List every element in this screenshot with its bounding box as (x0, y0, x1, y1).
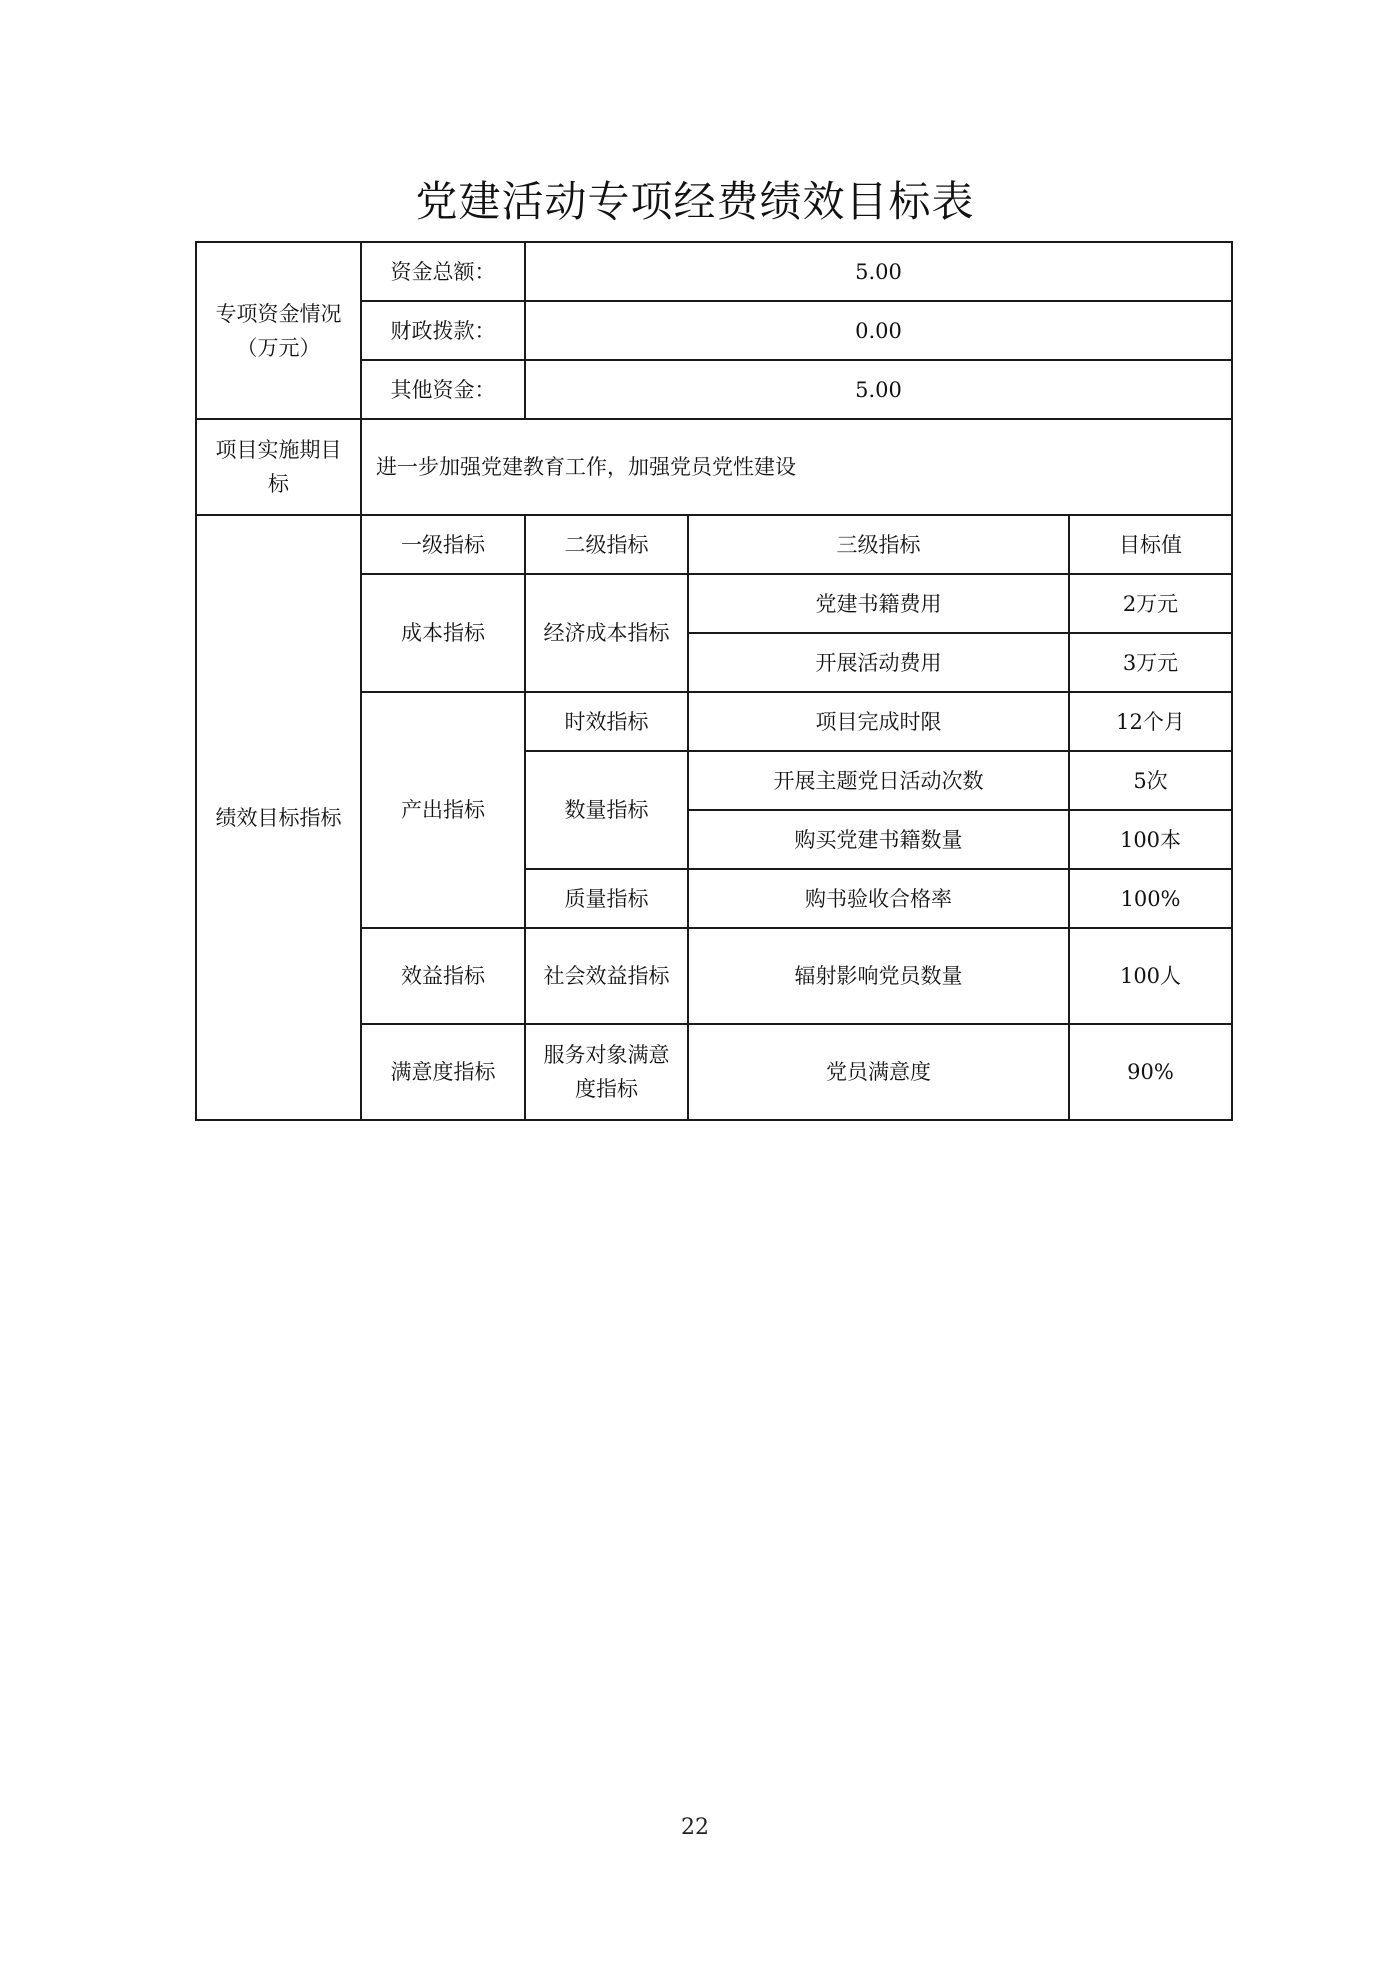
quantity-item-name: 开展主题党日活动次数 (688, 751, 1069, 810)
other-funds-label: 其他资金： (361, 360, 525, 419)
total-funds-label: 资金总额： (361, 242, 525, 301)
satisfaction-level2: 服务对象满意度指标 (525, 1024, 688, 1120)
quality-value: 100% (1069, 869, 1232, 928)
cost-level2: 经济成本指标 (525, 574, 688, 692)
funds-section-label: 专项资金情况（万元） (196, 242, 361, 419)
table-row (196, 419, 1232, 515)
quantity-level2: 数量指标 (525, 751, 688, 869)
cost-level1: 成本指标 (361, 574, 525, 692)
timeliness-name: 项目完成时限 (688, 692, 1069, 751)
fiscal-funds-label: 财政拨款： (361, 301, 525, 360)
other-funds-value: 5.00 (525, 360, 1232, 419)
benefit-name: 辐射影响党员数量 (688, 928, 1069, 1024)
goal-label: 项目实施期目标 (196, 419, 361, 515)
cost-item-value: 2万元 (1069, 574, 1232, 633)
quantity-item-value: 100本 (1069, 810, 1232, 869)
table-row (196, 242, 1232, 301)
total-funds-value: 5.00 (525, 242, 1232, 301)
timeliness-value: 12个月 (1069, 692, 1232, 751)
header-level2: 二级指标 (525, 515, 688, 574)
benefit-level2: 社会效益指标 (525, 928, 688, 1024)
quantity-item-value: 5次 (1069, 751, 1232, 810)
goal-value: 进一步加强党建教育工作，加强党员党性建设 (361, 419, 1232, 515)
page-title: 党建活动专项经费绩效目标表 (415, 177, 975, 226)
cost-item-value: 3万元 (1069, 633, 1232, 692)
timeliness-level2: 时效指标 (525, 692, 688, 751)
header-level3: 三级指标 (688, 515, 1069, 574)
cost-item-name: 党建书籍费用 (688, 574, 1069, 633)
quality-name: 购书验收合格率 (688, 869, 1069, 928)
satisfaction-level1: 满意度指标 (361, 1024, 525, 1120)
performance-target-table (195, 241, 1233, 1121)
cost-item-name: 开展活动费用 (688, 633, 1069, 692)
header-target: 目标值 (1069, 515, 1232, 574)
performance-section-label: 绩效目标指标 (196, 515, 361, 1120)
benefit-value: 100人 (1069, 928, 1232, 1024)
output-level1: 产出指标 (361, 692, 525, 928)
table-row (196, 515, 1232, 574)
satisfaction-value: 90% (1069, 1024, 1232, 1120)
quantity-item-name: 购买党建书籍数量 (688, 810, 1069, 869)
fiscal-funds-value: 0.00 (525, 301, 1232, 360)
quality-level2: 质量指标 (525, 869, 688, 928)
header-level1: 一级指标 (361, 515, 525, 574)
page-number: 22 (681, 1815, 709, 1840)
satisfaction-name: 党员满意度 (688, 1024, 1069, 1120)
benefit-level1: 效益指标 (361, 928, 525, 1024)
